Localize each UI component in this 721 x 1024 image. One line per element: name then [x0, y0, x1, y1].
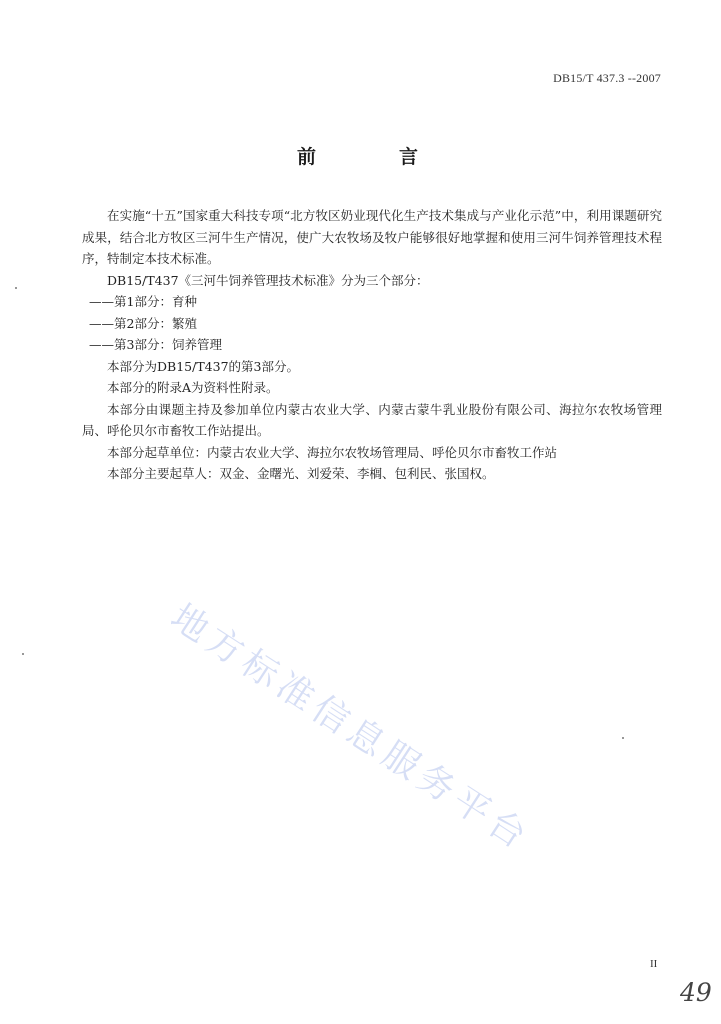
paragraph-drafting-units: 本部分起草单位：内蒙古农业大学、海拉尔农牧场管理局、呼伦贝尔市畜牧工作站: [107, 444, 558, 460]
scan-speck: [15, 287, 17, 289]
paragraph-proposer: 本部分由课题主持及参加单位内蒙古农业大学、内蒙古蒙牛乳业股份有限公司、海拉尔农牧场管理局、呼伦贝尔市畜牧工作站提出。: [82, 401, 662, 438]
page-title: 前 言: [296, 146, 450, 168]
document-code: DB15/T 437.3 --2007: [553, 71, 661, 85]
paragraph-part-statement: 本部分为DB15/T437的第3部分。: [107, 358, 299, 374]
list-item-part3: ——第3部分：饲养管理: [89, 337, 222, 352]
scan-speck: [622, 737, 624, 739]
foreword-body: [82, 205, 662, 485]
watermark: 地方标准信息服务平台: [163, 596, 538, 860]
paragraph-intro: 在实施“十五”国家重大科技专项“北方牧区奶业现代化生产技术集成与产业化示范”中，利用课题研究成果，结合北方牧区三河牛生产情况，使广大农牧场及牧户能够很好地掌握和使用三河牛饲养管理技术程序，特制定本技术标准。: [82, 208, 662, 266]
paragraph-drafters: 本部分主要起草人：双金、金曙光、刘爱荣、李榈、包利民、张国权。: [107, 466, 495, 481]
scan-speck: [22, 653, 24, 655]
paragraph-parts: DB15/T437《三河牛饲养管理技术标准》分为三个部分：: [107, 272, 429, 288]
list-item-part2: ——第2部分：繁殖: [89, 315, 197, 331]
handwritten-page-note: 49: [680, 978, 712, 1007]
page-number: II: [650, 958, 658, 970]
paragraph-appendix: 本部分的附录A为资料性附录。: [107, 380, 279, 395]
list-item-part1: ——第1部分：育种: [89, 294, 197, 309]
